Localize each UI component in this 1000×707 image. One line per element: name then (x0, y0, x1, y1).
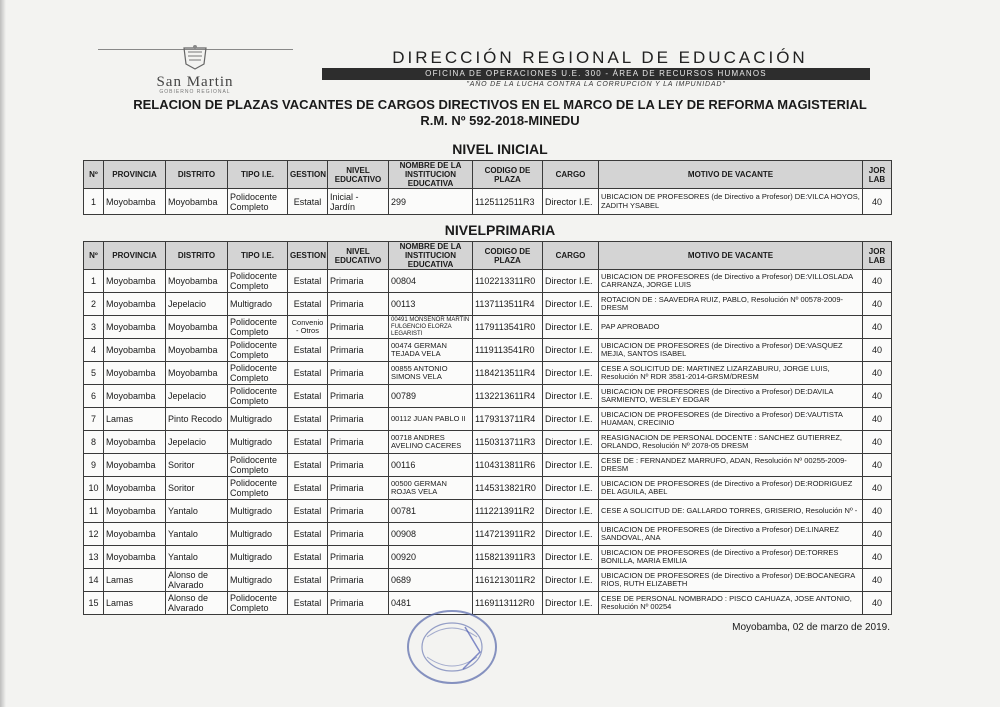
col-nivel-cell: Primaria (328, 362, 389, 385)
col-nivel-cell: Primaria (328, 385, 389, 408)
col-jornada-cell: 40 (863, 293, 892, 316)
col-institucion-cell: 299 (389, 189, 473, 215)
col-jornada-cell: 40 (863, 523, 892, 546)
col-provincia-header: PROVINCIA (104, 242, 166, 270)
col-codigo-cell: 1102213311R0 (473, 270, 543, 293)
col-cargo-cell: Director I.E. (543, 339, 599, 362)
col-tipo-ie-cell: Polidocente Completo (228, 454, 288, 477)
col-number-cell: 7 (84, 408, 104, 431)
col-number-cell: 15 (84, 592, 104, 615)
col-jornada-cell: 40 (863, 431, 892, 454)
col-jornada-cell: 40 (863, 270, 892, 293)
col-institucion-cell: 00113 (389, 293, 473, 316)
col-gestion-cell: Estatal (288, 454, 328, 477)
col-tipo-ie-cell: Multigrado (228, 431, 288, 454)
vacancies-table-inicial (83, 160, 892, 215)
col-nivel-cell: Primaria (328, 592, 389, 615)
col-motivo-cell: PAP APROBADO (599, 316, 863, 339)
col-motivo-cell: CESE A SOLICITUD DE: GALLARDO TORRES, GRISERIO, Resolución Nº - (599, 500, 863, 523)
col-number-cell: 1 (84, 189, 104, 215)
col-motivo-header: MOTIVO DE VACANTE (599, 161, 863, 189)
year-motto: "AÑO DE LA LUCHA CONTRA LA CORRUPCIÓN Y LA IMPUNIDAD" (466, 81, 726, 88)
title-line-1: RELACION DE PLAZAS VACANTES DE CARGOS DIRECTIVOS EN EL MARCO DE LA LEY DE REFORMA MAGISTERIAL (133, 97, 867, 112)
col-nivel-cell: Primaria (328, 546, 389, 569)
col-tipo-ie-cell: Multigrado (228, 408, 288, 431)
col-number-cell: 3 (84, 316, 104, 339)
col-provincia-cell: Moyobamba (104, 316, 166, 339)
col-institucion-header: NOMBRE DE LA INSTITUCION EDUCATIVA (389, 242, 473, 270)
col-number-cell: 13 (84, 546, 104, 569)
col-motivo-cell: CESE DE PERSONAL NOMBRADO : PISCO CAHUAZA, JOSE ANTONIO, Resolución Nº 00254 (599, 592, 863, 615)
col-nivel-cell: Primaria (328, 293, 389, 316)
col-provincia-cell: Lamas (104, 592, 166, 615)
table-header-row (84, 242, 892, 270)
col-nivel-cell: Primaria (328, 477, 389, 500)
col-provincia-cell: Moyobamba (104, 454, 166, 477)
col-provincia-cell: Moyobamba (104, 385, 166, 408)
col-nivel-cell: Primaria (328, 408, 389, 431)
col-jornada-cell: 40 (863, 339, 892, 362)
table-row (84, 546, 892, 569)
col-tipo-ie-cell: Polidocente Completo (228, 385, 288, 408)
col-gestion-cell: Estatal (288, 189, 328, 215)
col-motivo-cell: UBICACION DE PROFESORES (de Directivo a Profesor) DE:TORRES BONILLA, MARIA EMILIA (599, 546, 863, 569)
col-number-cell: 2 (84, 293, 104, 316)
coat-of-arms-icon (178, 44, 212, 70)
col-number-header: Nº (84, 161, 104, 189)
table-row (84, 362, 892, 385)
col-codigo-cell: 1158213911R3 (473, 546, 543, 569)
col-institucion-cell: 00855 ANTONIO SIMONS VELA (389, 362, 473, 385)
col-nivel-cell: Primaria (328, 431, 389, 454)
col-number-cell: 6 (84, 385, 104, 408)
col-codigo-cell: 1119113541R0 (473, 339, 543, 362)
col-tipo-ie-header: TIPO I.E. (228, 242, 288, 270)
col-number-cell: 1 (84, 270, 104, 293)
col-provincia-cell: Lamas (104, 569, 166, 592)
col-gestion-cell: Estatal (288, 339, 328, 362)
col-distrito-cell: Yantalo (166, 523, 228, 546)
col-jornada-cell: 40 (863, 592, 892, 615)
regional-logo (120, 44, 270, 95)
col-number-cell: 8 (84, 431, 104, 454)
col-provincia-header: PROVINCIA (104, 161, 166, 189)
table-row (84, 431, 892, 454)
col-nivel-cell: Primaria (328, 454, 389, 477)
table-row (84, 270, 892, 293)
table-row (84, 316, 892, 339)
col-institucion-cell: 00908 (389, 523, 473, 546)
col-cargo-header: CARGO (543, 242, 599, 270)
col-cargo-cell: Director I.E. (543, 546, 599, 569)
col-codigo-header: CODIGO DE PLAZA (473, 242, 543, 270)
col-codigo-cell: 1169113112R0 (473, 592, 543, 615)
section-title-inicial: NIVEL INICIAL (452, 141, 548, 157)
col-nivel-header: NIVEL EDUCATIVO (328, 242, 389, 270)
col-gestion-cell: Estatal (288, 500, 328, 523)
section-title-primaria: NIVELPRIMARIA (444, 222, 556, 238)
col-number-cell: 9 (84, 454, 104, 477)
col-provincia-cell: Moyobamba (104, 500, 166, 523)
logo-subtitle: GOBIERNO REGIONAL (159, 89, 231, 95)
col-tipo-ie-cell: Multigrado (228, 293, 288, 316)
col-distrito-cell: Soritor (166, 477, 228, 500)
col-distrito-cell: Alonso de Alvarado (166, 569, 228, 592)
col-distrito-cell: Jepelacio (166, 431, 228, 454)
col-motivo-header: MOTIVO DE VACANTE (599, 242, 863, 270)
col-institucion-cell: 00718 ANDRES AVELINO CACERES (389, 431, 473, 454)
col-tipo-ie-cell: Polidocente Completo (228, 316, 288, 339)
col-motivo-cell: CESE DE : FERNANDEZ MARRUFO, ADAN, Resolución Nº 00255-2009-DRESM (599, 454, 863, 477)
col-motivo-cell: UBICACION DE PROFESORES (de Directivo a Profesor) DE:VASQUEZ MEJIA, SANTOS ISABEL (599, 339, 863, 362)
col-distrito-cell: Moyobamba (166, 270, 228, 293)
col-number-cell: 10 (84, 477, 104, 500)
col-provincia-cell: Moyobamba (104, 189, 166, 215)
col-number-cell: 12 (84, 523, 104, 546)
col-jornada-cell: 40 (863, 189, 892, 215)
col-distrito-cell: Jepelacio (166, 293, 228, 316)
col-tipo-ie-cell: Polidocente Completo (228, 270, 288, 293)
official-stamp-icon (405, 607, 500, 687)
col-codigo-cell: 1184213511R4 (473, 362, 543, 385)
col-institucion-cell: 00920 (389, 546, 473, 569)
col-cargo-header: CARGO (543, 161, 599, 189)
table-row (84, 477, 892, 500)
col-gestion-cell: Estatal (288, 385, 328, 408)
col-nivel-cell: Primaria (328, 270, 389, 293)
col-institucion-cell: 00474 GERMAN TEJADA VELA (389, 339, 473, 362)
col-gestion-cell: Convenio - Otros (288, 316, 328, 339)
col-tipo-ie-cell: Multigrado (228, 500, 288, 523)
col-motivo-cell: ROTACION DE : SAAVEDRA RUIZ, PABLO, Resolución Nº 00578-2009-DRESM (599, 293, 863, 316)
col-institucion-cell: 00781 (389, 500, 473, 523)
col-nivel-cell: Inicial - Jardín (328, 189, 389, 215)
col-codigo-cell: 1147213911R2 (473, 523, 543, 546)
col-motivo-cell: UBICACION DE PROFESORES (de Directivo a Profesor) DE:LINAREZ SANDOVAL, ANA (599, 523, 863, 546)
col-motivo-cell: REASIGNACION DE PERSONAL DOCENTE : SANCHEZ GUTIERREZ, ORLANDO, Resolución Nº 2078-05 DRESM (599, 431, 863, 454)
col-number-cell: 11 (84, 500, 104, 523)
col-nivel-cell: Primaria (328, 316, 389, 339)
col-cargo-cell: Director I.E. (543, 362, 599, 385)
col-cargo-cell: Director I.E. (543, 454, 599, 477)
col-tipo-ie-header: TIPO I.E. (228, 161, 288, 189)
col-jornada-cell: 40 (863, 316, 892, 339)
col-institucion-cell: 00804 (389, 270, 473, 293)
col-provincia-cell: Moyobamba (104, 293, 166, 316)
col-distrito-cell: Soritor (166, 454, 228, 477)
table-row (84, 339, 892, 362)
col-gestion-cell: Estatal (288, 270, 328, 293)
col-codigo-cell: 1145313821R0 (473, 477, 543, 500)
col-provincia-cell: Moyobamba (104, 362, 166, 385)
col-number-cell: 4 (84, 339, 104, 362)
col-codigo-cell: 1132213611R4 (473, 385, 543, 408)
col-jornada-cell: 40 (863, 500, 892, 523)
col-cargo-cell: Director I.E. (543, 189, 599, 215)
organization-title: DIRECCIÓN REGIONAL DE EDUCACIÓN (392, 48, 808, 67)
table-row (84, 189, 892, 215)
col-distrito-cell: Yantalo (166, 500, 228, 523)
col-distrito-cell: Pinto Recodo (166, 408, 228, 431)
col-tipo-ie-cell: Multigrado (228, 523, 288, 546)
col-tipo-ie-cell: Polidocente Completo (228, 592, 288, 615)
col-jornada-header: JOR LAB (863, 242, 892, 270)
col-institucion-cell: 0481 (389, 592, 473, 615)
col-gestion-cell: Estatal (288, 523, 328, 546)
col-nivel-cell: Primaria (328, 569, 389, 592)
col-gestion-header: GESTION (288, 242, 328, 270)
col-provincia-cell: Moyobamba (104, 546, 166, 569)
col-cargo-cell: Director I.E. (543, 569, 599, 592)
col-jornada-cell: 40 (863, 408, 892, 431)
col-distrito-cell: Yantalo (166, 546, 228, 569)
col-gestion-cell: Estatal (288, 477, 328, 500)
col-provincia-cell: Moyobamba (104, 431, 166, 454)
document-title (0, 97, 1000, 129)
col-codigo-cell: 1112213911R2 (473, 500, 543, 523)
col-nivel-cell: Primaria (328, 339, 389, 362)
col-jornada-cell: 40 (863, 454, 892, 477)
signature-date: Moyobamba, 02 de marzo de 2019. (732, 622, 890, 633)
col-nivel-header: NIVEL EDUCATIVO (328, 161, 389, 189)
col-motivo-cell: UBICACION DE PROFESORES (de Directivo a Profesor) DE:VILCA HOYOS, ZADITH YSABEL (599, 189, 863, 215)
col-institucion-header: NOMBRE DE LA INSTITUCION EDUCATIVA (389, 161, 473, 189)
col-tipo-ie-cell: Multigrado (228, 569, 288, 592)
col-institucion-cell: 00500 GERMAN ROJAS VELA (389, 477, 473, 500)
table-row (84, 523, 892, 546)
col-motivo-cell: UBICACION DE PROFESORES (de Directivo a Profesor) DE:VILLOSLADA CARRANZA, JORGE LUIS (599, 270, 863, 293)
table-row (84, 293, 892, 316)
col-gestion-header: GESTION (288, 161, 328, 189)
col-institucion-cell: 0689 (389, 569, 473, 592)
col-codigo-cell: 1137113511R4 (473, 293, 543, 316)
col-cargo-cell: Director I.E. (543, 408, 599, 431)
col-number-cell: 14 (84, 569, 104, 592)
col-institucion-cell: 00491 MONSEÑOR MARTIN FULGENCIO ELORZA LEGARISTI (389, 316, 473, 339)
col-number-cell: 5 (84, 362, 104, 385)
col-provincia-cell: Moyobamba (104, 477, 166, 500)
col-gestion-cell: Estatal (288, 293, 328, 316)
col-institucion-cell: 00789 (389, 385, 473, 408)
table-body (84, 270, 892, 615)
col-jornada-cell: 40 (863, 569, 892, 592)
col-distrito-cell: Moyobamba (166, 362, 228, 385)
col-distrito-cell: Moyobamba (166, 339, 228, 362)
col-codigo-cell: 1179113541R0 (473, 316, 543, 339)
col-cargo-cell: Director I.E. (543, 385, 599, 408)
col-tipo-ie-cell: Multigrado (228, 546, 288, 569)
col-cargo-cell: Director I.E. (543, 523, 599, 546)
col-motivo-cell: UBICACION DE PROFESORES (de Directivo a Profesor) DE:VAUTISTA HUAMAN, CRECINIO (599, 408, 863, 431)
col-motivo-cell: UBICACION DE PROFESORES (de Directivo a Profesor) DE:BOCANEGRA RIOS, RUTH ELIZABETH (599, 569, 863, 592)
col-nivel-cell: Primaria (328, 500, 389, 523)
col-tipo-ie-cell: Polidocente Completo (228, 362, 288, 385)
table-row (84, 408, 892, 431)
col-provincia-cell: Moyobamba (104, 339, 166, 362)
col-tipo-ie-cell: Polidocente Completo (228, 339, 288, 362)
col-codigo-cell: 1161213011R2 (473, 569, 543, 592)
col-cargo-cell: Director I.E. (543, 477, 599, 500)
col-distrito-cell: Moyobamba (166, 189, 228, 215)
col-provincia-cell: Lamas (104, 408, 166, 431)
col-codigo-cell: 1150313711R3 (473, 431, 543, 454)
col-motivo-cell: CESE A SOLICITUD DE: MARTINEZ LIZARZABURU, JORGE LUIS, Resolución Nº RDR 3581-2014-GRSM/DRESM (599, 362, 863, 385)
col-cargo-cell: Director I.E. (543, 293, 599, 316)
table-row (84, 569, 892, 592)
col-cargo-cell: Director I.E. (543, 431, 599, 454)
col-provincia-cell: Moyobamba (104, 523, 166, 546)
col-distrito-cell: Alonso de Alvarado (166, 592, 228, 615)
title-line-2: R.M. Nº 592-2018-MINEDU (420, 113, 580, 128)
col-gestion-cell: Estatal (288, 546, 328, 569)
vacancies-table-primaria (83, 241, 892, 615)
col-jornada-cell: 40 (863, 477, 892, 500)
col-codigo-header: CODIGO DE PLAZA (473, 161, 543, 189)
logo-brand: San Martin (156, 74, 234, 90)
col-gestion-cell: Estatal (288, 408, 328, 431)
col-motivo-cell: UBICACION DE PROFESORES (de Directivo a Profesor) DE:RODRIGUEZ DEL AGUILA, ABEL (599, 477, 863, 500)
col-institucion-cell: 00116 (389, 454, 473, 477)
col-distrito-header: DISTRITO (166, 161, 228, 189)
table-header-row (84, 161, 892, 189)
col-distrito-header: DISTRITO (166, 242, 228, 270)
col-motivo-cell: UBICACION DE PROFESORES (de Directivo a Profesor) DE:DAVILA SARMIENTO, WESLEY EDGAR (599, 385, 863, 408)
col-cargo-cell: Director I.E. (543, 316, 599, 339)
col-codigo-cell: 1104313811R6 (473, 454, 543, 477)
col-institucion-cell: 00112 JUAN PABLO II (389, 408, 473, 431)
office-line: OFICINA DE OPERACIONES U.E. 300 - ÁREA DE RECURSOS HUMANOS (322, 68, 870, 80)
col-jornada-cell: 40 (863, 546, 892, 569)
col-nivel-cell: Primaria (328, 523, 389, 546)
col-cargo-cell: Director I.E. (543, 500, 599, 523)
col-gestion-cell: Estatal (288, 431, 328, 454)
col-tipo-ie-cell: Polidocente Completo (228, 189, 288, 215)
col-codigo-cell: 1179313711R4 (473, 408, 543, 431)
col-codigo-cell: 1125112511R3 (473, 189, 543, 215)
col-number-header: Nº (84, 242, 104, 270)
table-row (84, 500, 892, 523)
col-cargo-cell: Director I.E. (543, 592, 599, 615)
col-jornada-cell: 40 (863, 362, 892, 385)
col-provincia-cell: Moyobamba (104, 270, 166, 293)
table-body (84, 189, 892, 215)
col-cargo-cell: Director I.E. (543, 270, 599, 293)
col-jornada-cell: 40 (863, 385, 892, 408)
col-gestion-cell: Estatal (288, 569, 328, 592)
col-jornada-header: JOR LAB (863, 161, 892, 189)
col-distrito-cell: Moyobamba (166, 316, 228, 339)
col-gestion-cell: Estatal (288, 592, 328, 615)
col-tipo-ie-cell: Polidocente Completo (228, 477, 288, 500)
table-row (84, 385, 892, 408)
table-row (84, 454, 892, 477)
col-distrito-cell: Jepelacio (166, 385, 228, 408)
col-gestion-cell: Estatal (288, 362, 328, 385)
